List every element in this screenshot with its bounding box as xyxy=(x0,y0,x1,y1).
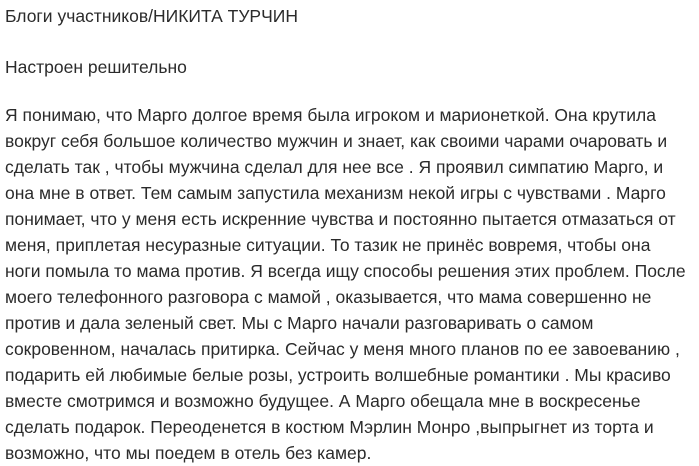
post-title: Настроен решительно xyxy=(5,57,187,77)
post-body-text: Я понимаю, что Марго долгое время была игроком и марионеткой. Она крутила вокруг себя большое количество мужчин и знает, как своими чарами очаровать и сделать так , чтобы мужчина сделал для нее все . Я проявил симпатию Марго, и она мне в ответ. Тем самым запустила механизм некой игры с чувствами . Марго понимает, что у меня есть искренние чувства и постоянно пытается отмазаться от меня, приплетая несуразные ситуации. То тазик не принёс вовремя, чтобы она ноги помыла то мама против. Я всегда ищу способы решения этих проблем. После моего телефонного разговора с мамой , оказывается, что мама совершенно не против и дала зеленый свет. Мы с Марго начали разговаривать о самом сокровенном, началась притирка. Сейчас у меня много планов по ее завоеванию , подарить ей любимые белые розы, устроить волшебные романтики . Мы красиво вместе смотримся и возможно будущее. А Марго обещала мне в воскресенье сделать подарок. Переоденется в костюм Мэрлин Монро ,выпрыгнет из торта и возможно, что мы поедем в отель без камер. xyxy=(5,105,686,463)
breadcrumb: Блоги участников/НИКИТА ТУРЧИН xyxy=(5,6,298,26)
